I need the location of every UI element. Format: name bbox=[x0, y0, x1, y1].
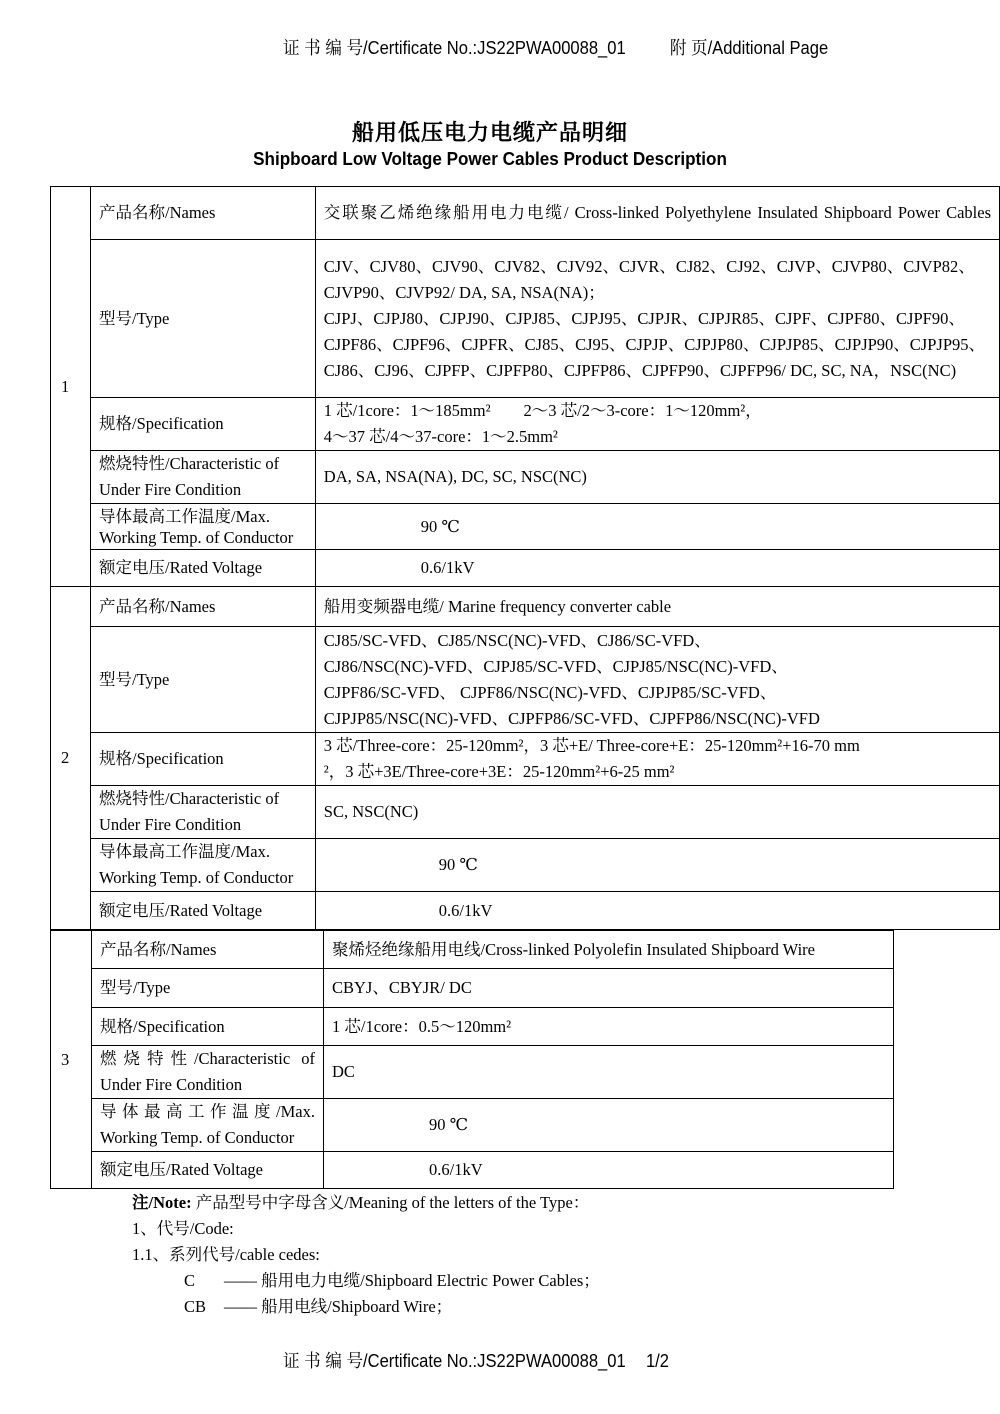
product-table bbox=[50, 186, 1000, 930]
spec-value-line: 1 芯/1core：1～185mm² 2～3 芯/2～3-core：1～120mm²， bbox=[323, 401, 762, 420]
temp-value: 90 ℃ bbox=[315, 504, 999, 550]
note-line bbox=[132, 1190, 600, 1216]
temp-label-line: Working Temp. of Conductor bbox=[100, 1128, 295, 1147]
fire-label bbox=[91, 451, 316, 504]
voltage-label: 额定电压/Rated Voltage bbox=[91, 892, 316, 930]
fire-label bbox=[91, 786, 316, 839]
voltage-value: 0.6/1kV bbox=[324, 1152, 894, 1189]
spec-label: 规格/Specification bbox=[92, 1008, 324, 1046]
type-value bbox=[315, 240, 999, 398]
type-label: 型号/Type bbox=[92, 969, 324, 1008]
spec-value-line: 3 芯/Three-core：25-120mm²，3 芯+E/ Three-core+E：25-120mm²+16-70 mm bbox=[323, 736, 860, 755]
note-section bbox=[132, 1190, 600, 1320]
table-row bbox=[51, 1008, 894, 1046]
type-value-line: CJPJ、CJPJ80、CJPJ90、CJPJ85、CJPJ95、CJPJR、CJPJR85、CJPF、CJPF80、CJPF90、CJPF86、CJPF96、CJPFR、CJ85、CJ95、CJPJP、CJPJP80、CJPJP85、CJPJP90、CJPJP95、CJ86、CJ96、CJPFP、CJPFP80、CJPFP86、CJPFP90、CJPFP96/ DC, SC, NA，NSC(NC) bbox=[323, 308, 985, 380]
note-code: C bbox=[184, 1271, 196, 1290]
footer-certificate-number: 证 书 编 号/Certificate No.:JS22PWA00088_01 bbox=[283, 1351, 626, 1371]
table-row bbox=[51, 892, 1000, 930]
type-label: 型号/Type bbox=[91, 240, 316, 398]
note-line: 1、代号/Code: bbox=[132, 1219, 234, 1238]
table-row bbox=[51, 931, 894, 969]
type-value-line: CJPF86/SC-VFD、 CJPF86/NSC(NC)-VFD、CJPJP85/SC-VFD、 bbox=[323, 682, 777, 702]
table-row bbox=[51, 1046, 894, 1099]
type-value: CBYJ、CBYJR/ DC bbox=[324, 969, 894, 1008]
table-row bbox=[51, 240, 1000, 398]
spec-value-line: ²，3 芯+3E/Three-core+3E：25-120mm²+6-25 mm² bbox=[323, 762, 675, 781]
table-row bbox=[51, 587, 1000, 627]
note-line bbox=[132, 1294, 600, 1320]
table-row bbox=[51, 1152, 894, 1189]
spec-label: 规格/Specification bbox=[91, 733, 316, 786]
note-code-text: —— 船用电线/Shipboard Wire； bbox=[224, 1297, 453, 1316]
spec-label: 规格/Specification bbox=[91, 398, 316, 451]
spec-value bbox=[315, 733, 999, 786]
table-row bbox=[51, 786, 1000, 839]
product-number: 3 bbox=[51, 931, 92, 1189]
fire-label-line: 燃烧特性/Characteristic of bbox=[99, 454, 280, 473]
fire-label-line: 燃烧特性/Characteristic of bbox=[99, 789, 280, 808]
note-text: 产品型号中字母含义/Meaning of the letters of the Type： bbox=[191, 1193, 590, 1212]
header-additional-page: 附 页/Additional Page bbox=[669, 38, 829, 58]
table-row bbox=[51, 627, 1000, 733]
type-value-line: CJ85/SC-VFD、CJ85/NSC(NC)-VFD、CJ86/SC-VFD、 bbox=[323, 630, 711, 650]
temp-label-line: 导体最高工作温度/Max. bbox=[99, 842, 270, 861]
temp-value: 90 ℃ bbox=[315, 839, 999, 892]
fire-value: DA, SA, NSA(NA), DC, SC, NSC(NC) bbox=[315, 451, 999, 504]
names-label: 产品名称/Names bbox=[92, 931, 324, 969]
table-row bbox=[51, 550, 1000, 587]
title-english: Shipboard Low Voltage Power Cables Product Description bbox=[253, 149, 727, 169]
table-row bbox=[51, 733, 1000, 786]
table-row bbox=[51, 451, 1000, 504]
header-certificate-number: 证 书 编 号/Certificate No.:JS22PWA00088_01 bbox=[283, 38, 626, 58]
fire-label-line: Under Fire Condition bbox=[99, 815, 242, 834]
type-label: 型号/Type bbox=[91, 627, 316, 733]
names-value: 聚烯烃绝缘船用电线/Cross-linked Polyolefin Insulated Shipboard Wire bbox=[324, 931, 894, 969]
note-code: CB bbox=[184, 1297, 207, 1316]
spec-value-line: 4～37 芯/4～37-core：1～2.5mm² bbox=[323, 427, 558, 446]
type-value bbox=[315, 627, 999, 733]
names-label: 产品名称/Names bbox=[91, 587, 316, 627]
type-value-line: CJ86/NSC(NC)-VFD、CJPJ85/SC-VFD、CJPJ85/NSC(NC)-VFD、 bbox=[323, 656, 788, 676]
temp-label-line: 导体最高工作温度/Max. bbox=[100, 1102, 315, 1121]
product-number: 1 bbox=[51, 187, 91, 587]
type-value-line: CJV、CJV80、CJV90、CJV82、CJV92、CJVR、CJ82、CJ92、CJVP、CJVP80、CJVP82、CJVP90、CJVP92/ DA, SA, NSA(NA)； bbox=[323, 256, 975, 302]
table-row bbox=[51, 969, 894, 1008]
spec-value: 1 芯/1core：0.5～120mm² bbox=[324, 1008, 894, 1046]
names-label: 产品名称/Names bbox=[91, 187, 316, 240]
table-row bbox=[51, 839, 1000, 892]
fire-value: DC bbox=[324, 1046, 894, 1099]
type-value-line: CJPJP85/NSC(NC)-VFD、CJPFP86/SC-VFD、CJPFP86/NSC(NC)-VFD bbox=[323, 708, 820, 728]
page-header bbox=[283, 34, 828, 60]
voltage-value: 0.6/1kV bbox=[315, 550, 999, 587]
table-row bbox=[51, 187, 1000, 240]
table-row bbox=[51, 398, 1000, 451]
title-chinese: 船用低压电力电缆产品明细 bbox=[351, 120, 628, 145]
spec-value bbox=[315, 398, 999, 451]
fire-value: SC, NSC(NC) bbox=[315, 786, 999, 839]
names-value: 交联聚乙烯绝缘船用电力电缆/ Cross-linked Polyethylene Insulated Shipboard Power Cables bbox=[315, 187, 999, 240]
temp-label-line: 导体最高工作温度/Max. bbox=[99, 506, 270, 526]
temp-label bbox=[91, 504, 316, 550]
fire-label-line: Under Fire Condition bbox=[100, 1075, 243, 1094]
voltage-value: 0.6/1kV bbox=[315, 892, 999, 930]
temp-label bbox=[92, 1099, 324, 1152]
table-row bbox=[51, 1099, 894, 1152]
note-line: 1.1、系列代号/cable cedes: bbox=[132, 1245, 320, 1264]
temp-label-line: Working Temp. of Conductor bbox=[99, 527, 294, 547]
voltage-label: 额定电压/Rated Voltage bbox=[91, 550, 316, 587]
product-number: 2 bbox=[51, 587, 91, 930]
note-code-text: —— 船用电力电缆/Shipboard Electric Power Cables； bbox=[224, 1271, 600, 1290]
temp-label-line: Working Temp. of Conductor bbox=[99, 868, 294, 887]
names-value: 船用变频器电缆/ Marine frequency converter cable bbox=[315, 587, 999, 627]
product-table-3 bbox=[50, 930, 894, 1189]
fire-label-line: Under Fire Condition bbox=[99, 480, 242, 499]
page-footer bbox=[283, 1347, 669, 1373]
page-number: 1/2 bbox=[645, 1351, 669, 1371]
note-line bbox=[132, 1268, 600, 1294]
fire-label bbox=[92, 1046, 324, 1099]
temp-value: 90 ℃ bbox=[324, 1099, 894, 1152]
temp-label bbox=[91, 839, 316, 892]
fire-label-line: 燃烧特性/Characteristic of bbox=[100, 1049, 315, 1068]
voltage-label: 额定电压/Rated Voltage bbox=[92, 1152, 324, 1189]
table-row bbox=[51, 504, 1000, 550]
note-prefix: 注/Note: bbox=[132, 1193, 192, 1212]
